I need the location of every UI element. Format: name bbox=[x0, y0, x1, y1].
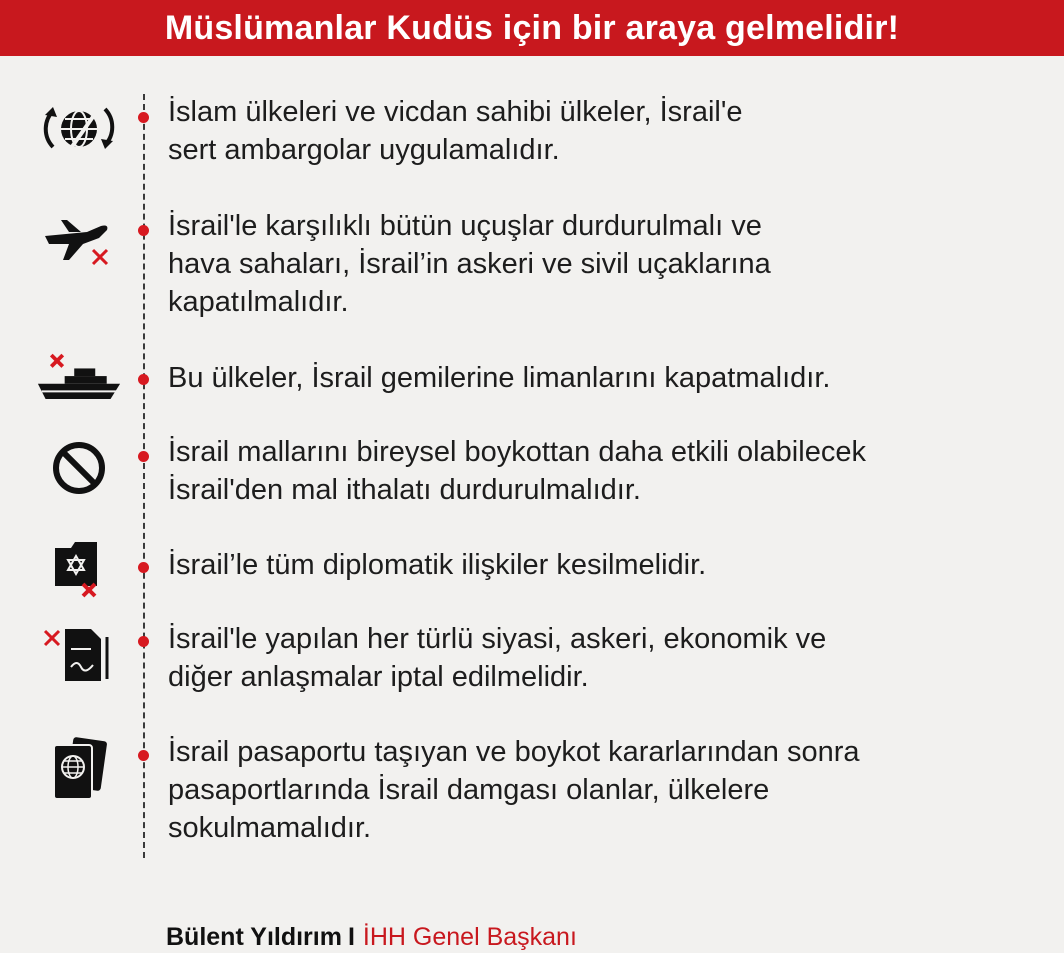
timeline-line bbox=[143, 94, 145, 858]
item-text: İsrail'le yapılan her türlü siyasi, askeri, ekonomik ve diğer anlaşmalar iptal edilmelidir. bbox=[168, 623, 827, 693]
timeline-dot bbox=[138, 225, 149, 236]
item-text: Bu ülkeler, İsrail gemilerine limanlarını kapatmalıdır. bbox=[168, 362, 831, 394]
item-text: İsrail pasaportu taşıyan ve boykot kararlarından sonra pasaportlarında İsrail damgası olanlar, ülkelere sokulmamalıdır. bbox=[168, 736, 860, 844]
ship-cancel-icon bbox=[36, 338, 122, 418]
author-name: Bülent Yıldırım bbox=[166, 923, 342, 951]
page-title: Müslümanlar Kudüs için bir araya gelmelidir! bbox=[164, 8, 900, 47]
timeline-dot bbox=[138, 374, 149, 385]
item-text: İslam ülkeleri ve vicdan sahibi ülkeler, İsrail'e sert ambargolar uygulamalıdır. bbox=[168, 96, 743, 166]
timeline-dot bbox=[138, 451, 149, 462]
prohibited-icon bbox=[36, 428, 122, 508]
diplomatic-folder-cancel-icon bbox=[36, 528, 122, 608]
item-text: İsrail mallarını bireysel boykottan daha etkili olabilecek İsrail'den mal ithalatı durdurulmalıdır. bbox=[168, 436, 866, 506]
timeline-dot bbox=[138, 636, 149, 647]
footer-separator: I bbox=[347, 923, 355, 951]
item-text: İsrail’le tüm diplomatik ilişkiler kesilmelidir. bbox=[168, 549, 707, 581]
globe-arrows-icon bbox=[36, 88, 122, 168]
airplane-cancel-icon bbox=[36, 200, 122, 280]
timeline-dot bbox=[138, 750, 149, 761]
timeline-dot bbox=[138, 562, 149, 573]
item-text: İsrail'le karşılıklı bütün uçuşlar durdurulmalı ve hava sahaları, İsrail’in askeri ve sivil uçaklarına kapatılmalıdır. bbox=[168, 210, 771, 318]
author-role: İHH Genel Başkanı bbox=[362, 923, 577, 951]
document-cancel-icon bbox=[36, 614, 122, 694]
footer-signature bbox=[166, 921, 577, 953]
timeline-dot bbox=[138, 112, 149, 123]
header-banner bbox=[0, 0, 1064, 56]
passport-icon bbox=[36, 728, 122, 808]
